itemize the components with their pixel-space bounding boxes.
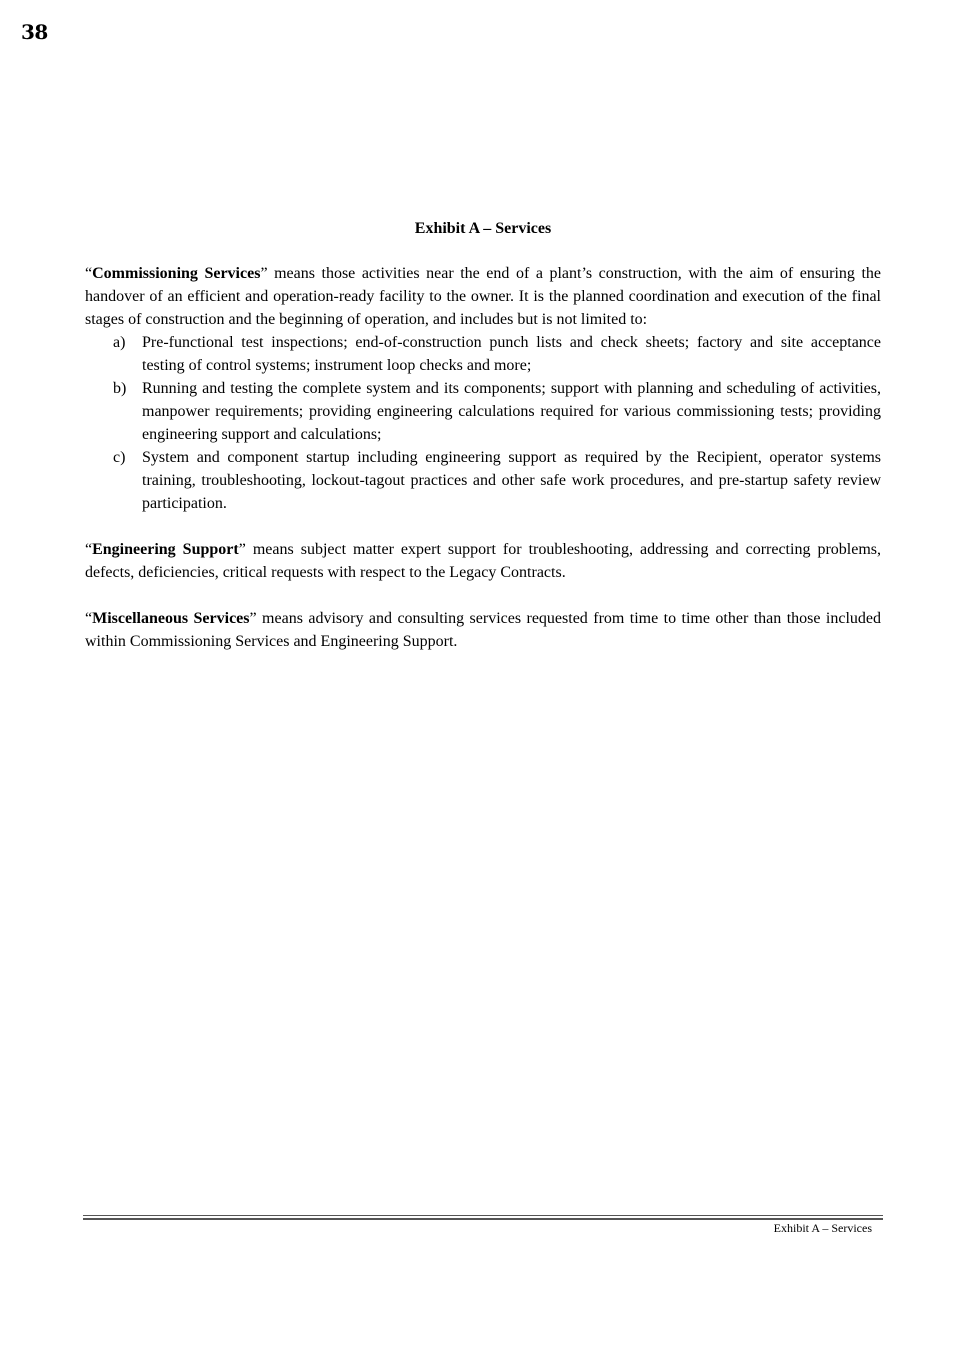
defined-term: Engineering Support [92, 541, 239, 558]
defined-term: Miscellaneous Services [92, 610, 250, 627]
footer-text: Exhibit A – Services [773, 1221, 872, 1235]
definition-miscellaneous-services [85, 607, 881, 653]
list-item-text: Running and testing the complete system and its components; support with planning and scheduling of activities, manpower requirements; providing engineering calculations required for various commissioning tests; providing engineering support and calculations; [142, 380, 881, 443]
definition-commissioning-services [85, 262, 881, 331]
open-quote: “ [85, 610, 93, 627]
footer-rule-thin [83, 1215, 883, 1216]
list-item [85, 331, 881, 377]
open-quote: “ [85, 541, 93, 558]
close-quote: ” [260, 265, 268, 282]
list-marker: c) [113, 449, 126, 466]
list-item [85, 377, 881, 446]
close-quote: ” [249, 610, 257, 627]
list-item [85, 446, 881, 515]
close-quote: ” [238, 541, 246, 558]
open-quote: “ [85, 265, 93, 282]
list-marker: a) [113, 334, 126, 351]
list-marker: b) [113, 380, 127, 397]
definition-text: means advisory and consulting services requested from time to time other than those included within Commissioning Services and Engineering Support. [85, 610, 881, 650]
definition-text: means subject matter expert support for troubleshooting, addressing and correcting problems, defects, deficiencies, critical requests with respect to the Legacy Contracts. [85, 541, 882, 581]
commissioning-items-list [85, 331, 881, 515]
list-item-text: Pre-functional test inspections; end-of-construction punch lists and check sheets; factory and site acceptance testing of control systems; instrument loop checks and more; [142, 334, 881, 374]
page-title: Exhibit A – Services [414, 220, 552, 237]
page-number: 38 [21, 20, 48, 44]
definition-engineering-support [85, 538, 881, 584]
document-body [85, 217, 881, 653]
defined-term: Commissioning Services [92, 265, 261, 282]
definition-text: means those activities near the end of a plant’s construction, with the aim of ensuring the handover of an efficient and operation-ready facility to the owner. It is the planned coordination and execution of the final stages of construction and the beginning of operation, and includes but is not limited to: [85, 265, 882, 328]
list-item-text: System and component startup including engineering support as required by the Recipient, operator systems training, troubleshooting, lockout-tagout practices and other safe work procedures, and pre-startup safety review participation. [142, 449, 881, 512]
footer-rule-thick [83, 1218, 883, 1220]
